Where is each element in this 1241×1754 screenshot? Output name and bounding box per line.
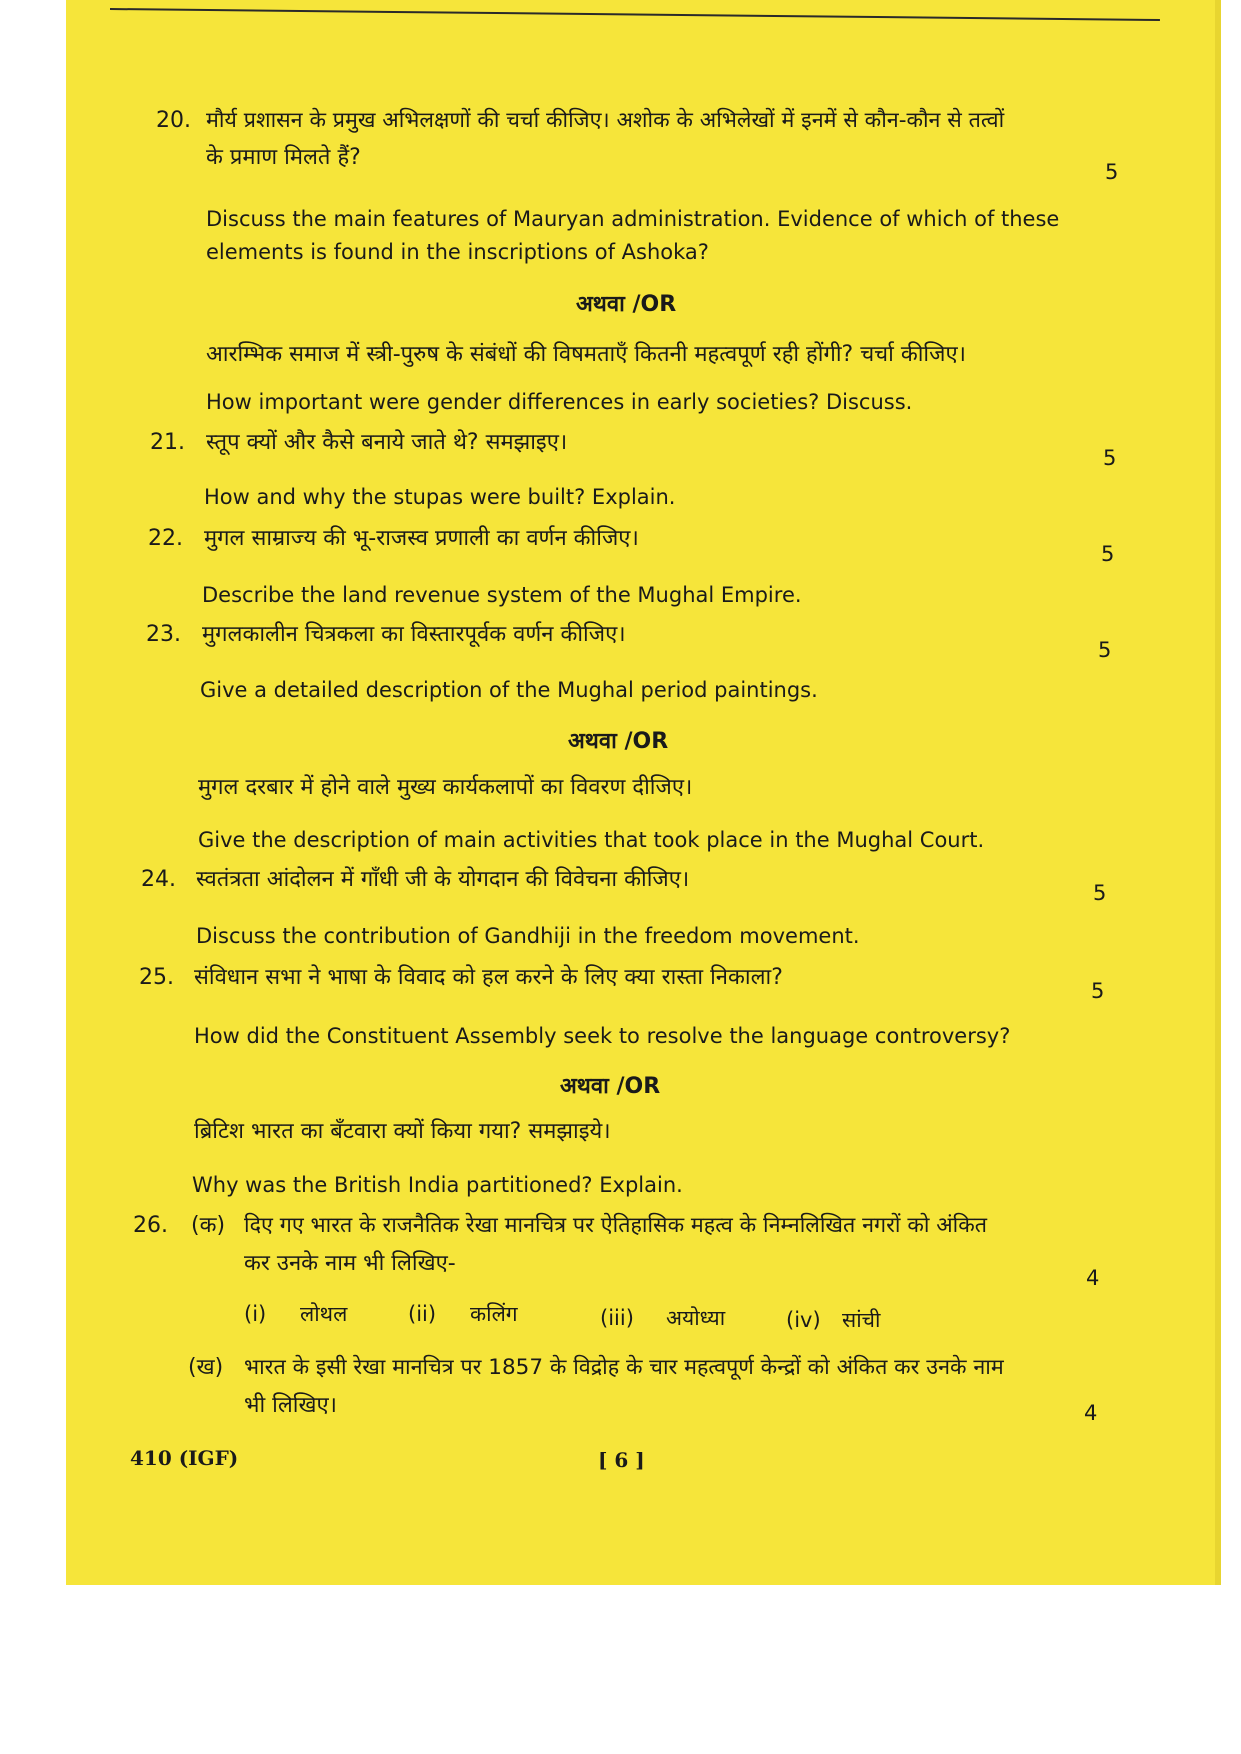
q25-or-label: अथवा /OR <box>560 1074 661 1099</box>
q20-hindi-line2: के प्रमाण मिलते हैं? <box>206 145 361 170</box>
q26-part-a-marks: 4 <box>1086 1266 1100 1290</box>
q23-marks: 5 <box>1098 638 1112 662</box>
q26-number: 26. <box>133 1213 168 1238</box>
q26-item-iii-text: अयोध्या <box>666 1306 726 1330</box>
q20-or-label: अथवा /OR <box>576 292 677 317</box>
q26-part-a-label: (क) <box>191 1213 226 1238</box>
q25-alt-hindi: ब्रिटिश भारत का बँटवारा क्यों किया गया? समझाइये। <box>194 1119 611 1144</box>
q24-english: Discuss the contribution of Gandhiji in the freedom movement. <box>196 924 860 948</box>
q26-part-b-label: (ख) <box>188 1355 224 1380</box>
q23-or-label: अथवा /OR <box>568 729 669 754</box>
q22-number: 22. <box>148 526 183 551</box>
q25-alt-english: Why was the British India partitioned? Explain. <box>192 1173 683 1197</box>
q24-number: 24. <box>141 867 176 892</box>
q21-number: 21. <box>150 430 185 455</box>
q26-item-iv-text: सांची <box>842 1308 881 1332</box>
q23-number: 23. <box>146 622 181 647</box>
q20-english-line2: elements is found in the inscriptions of Ashoka? <box>206 240 709 264</box>
q20-number: 20. <box>156 108 191 133</box>
q22-english: Describe the land revenue system of the Mughal Empire. <box>202 583 802 607</box>
q23-alt-english: Give the description of main activities that took place in the Mughal Court. <box>198 828 985 852</box>
q26-item-ii-label: (ii) <box>408 1302 437 1326</box>
q25-english: How did the Constituent Assembly seek to resolve the language controversy? <box>194 1024 1011 1048</box>
q25-number: 25. <box>139 965 174 990</box>
q24-hindi: स्वतंत्रता आंदोलन में गाँधी जी के योगदान की विवेचना कीजिए। <box>196 867 690 892</box>
q26-part-a-line1: दिए गए भारत के राजनैतिक रेखा मानचित्र पर ऐतिहासिक महत्व के निम्नलिखित नगरों को अंकित <box>244 1213 988 1238</box>
q26-part-a-line2: कर उनके नाम भी लिखिए- <box>244 1251 456 1276</box>
q20-alt-english: How important were gender differences in early societies? Discuss. <box>206 390 913 414</box>
q26-item-iii-label: (iii) <box>600 1306 634 1330</box>
q20-english-line1: Discuss the main features of Mauryan administration. Evidence of which of these <box>206 207 1060 231</box>
page-number: [ 6 ] <box>598 1448 645 1472</box>
q26-part-b-line1: भारत के इसी रेखा मानचित्र पर 1857 के विद्रोह के चार महत्वपूर्ण केन्द्रों को अंकित कर उनके नाम <box>244 1355 1004 1380</box>
q26-part-b-line2: भी लिखिए। <box>244 1393 337 1418</box>
paper-code: 410 (IGF) <box>130 1446 239 1470</box>
q20-hindi-line1: मौर्य प्रशासन के प्रमुख अभिलक्षणों की चर्चा कीजिए। अशोक के अभिलेखों में इनमें से कौन-कौन से तत्वों <box>206 108 1005 133</box>
q21-marks: 5 <box>1103 446 1117 470</box>
q20-alt-hindi: आरम्भिक समाज में स्त्री-पुरुष के संबंधों की विषमताएँ कितनी महत्वपूर्ण रही होंगी? चर्चा कीजिए। <box>206 342 966 367</box>
q21-hindi: स्तूप क्यों और कैसे बनाये जाते थे? समझाइए। <box>206 430 568 455</box>
q26-item-ii-text: कलिंग <box>470 1302 518 1326</box>
q22-hindi: मुगल साम्राज्य की भू-राजस्व प्रणाली का वर्णन कीजिए। <box>204 526 639 551</box>
q23-english: Give a detailed description of the Mughal period paintings. <box>200 678 818 702</box>
q21-english: How and why the stupas were built? Explain. <box>204 485 676 509</box>
q22-marks: 5 <box>1101 542 1115 566</box>
q25-hindi: संविधान सभा ने भाषा के विवाद को हल करने के लिए क्या रास्ता निकाला? <box>194 965 783 990</box>
q23-alt-hindi: मुगल दरबार में होने वाले मुख्य कार्यकलापों का विवरण दीजिए। <box>198 775 693 800</box>
q23-hindi: मुगलकालीन चित्रकला का विस्तारपूर्वक वर्णन कीजिए। <box>202 622 626 647</box>
q24-marks: 5 <box>1093 881 1107 905</box>
q26-item-iv-label: (iv) <box>786 1308 821 1332</box>
q20-marks: 5 <box>1105 160 1119 184</box>
q26-item-i-label: (i) <box>244 1302 267 1326</box>
q25-marks: 5 <box>1091 979 1105 1003</box>
q26-item-i-text: लोथल <box>300 1302 348 1326</box>
q26-part-b-marks: 4 <box>1084 1401 1098 1425</box>
